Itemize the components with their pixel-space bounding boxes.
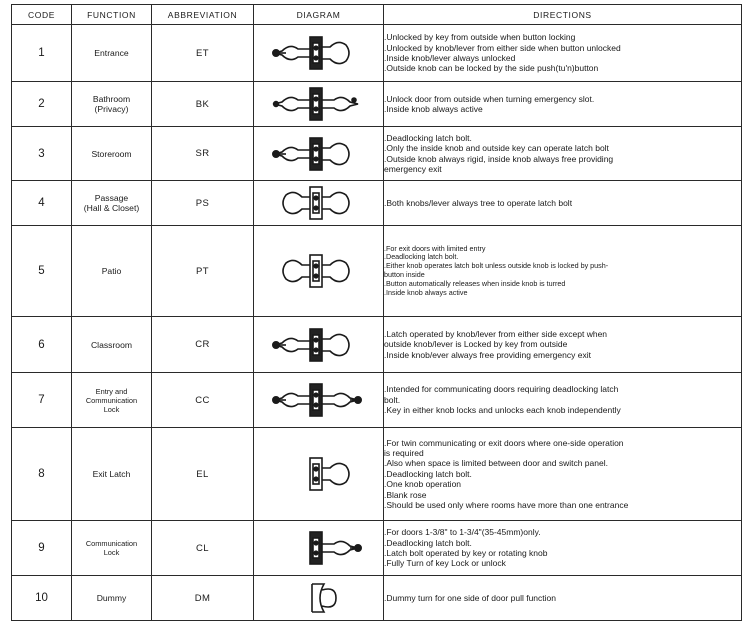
table-row [12, 317, 742, 373]
direction-line: bolt. [384, 394, 401, 405]
direction-line: .Key in either knob locks and unlocks each knob independently [384, 405, 621, 416]
direction-line: .Blank rose [384, 489, 427, 500]
table-row [12, 373, 742, 428]
direction-line: .Should be used only where rooms have more than one entrance [384, 500, 629, 511]
diagram-cell [254, 127, 384, 181]
function-line: Dummy [96, 593, 127, 603]
function-cell [72, 127, 152, 181]
passage-lock-diagram [264, 181, 374, 225]
header-abbreviation: ABBREVIATION [152, 5, 254, 25]
directions-cell [384, 181, 742, 226]
exit-latch-diagram [264, 452, 374, 496]
abbreviation-cell: CL [152, 521, 254, 576]
communication-lock-diagram [264, 378, 374, 422]
diagram-cell [254, 521, 384, 576]
function-cell [72, 428, 152, 521]
diagram-cell [254, 576, 384, 621]
direction-line: .Also when space is limited between door and switch panel. [384, 458, 608, 469]
direction-line: .Unlocked by knob/lever from either side when button unlocked [384, 42, 621, 53]
function-line: Entry and [95, 386, 128, 396]
abbreviation-cell: PT [152, 226, 254, 317]
direction-line: is required [384, 447, 424, 458]
function-cell [72, 82, 152, 127]
single-cylinder-lock-diagram [264, 526, 374, 570]
direction-line: .One knob operation [384, 479, 462, 490]
function-line: Classroom [90, 339, 133, 350]
function-line: Exit Latch [92, 469, 131, 479]
abbreviation-cell: EL [152, 428, 254, 521]
table-row [12, 127, 742, 181]
header-function: FUNCTION [72, 5, 152, 25]
direction-line: .For doors 1-3/8" to 1-3/4"(35-45mm)only. [384, 527, 541, 538]
table-row [12, 576, 742, 621]
function-line: Bathroom [92, 94, 131, 104]
header-row [12, 5, 742, 25]
table-row [12, 428, 742, 521]
directions-cell [384, 521, 742, 576]
diagram-cell [254, 373, 384, 428]
direction-line: .Inside knob always active [384, 287, 468, 297]
abbreviation-cell: CR [152, 317, 254, 373]
direction-line: .Deadlocking latch bolt. [384, 537, 472, 548]
directions-cell [384, 82, 742, 127]
function-cell [72, 373, 152, 428]
direction-line: .Outside knob can be locked by the side push(tu'n)button [384, 63, 599, 74]
abbreviation-cell: PS [152, 181, 254, 226]
function-cell [72, 521, 152, 576]
direction-line: .Deadlocking latch bolt. [384, 252, 459, 262]
diagram-cell [254, 226, 384, 317]
direction-line: .Deadlocking latch bolt. [384, 468, 472, 479]
code-cell: 6 [12, 317, 72, 373]
function-cell [72, 317, 152, 373]
abbreviation-cell: SR [152, 127, 254, 181]
direction-line: .For exit doors with limited entry [384, 243, 486, 253]
table-row [12, 181, 742, 226]
privacy-lock-diagram [264, 82, 374, 126]
function-cell [72, 181, 152, 226]
directions-cell [384, 373, 742, 428]
directions-cell [384, 25, 742, 82]
direction-line: .Unlocked by key from outside when button locking [384, 32, 576, 43]
code-cell: 2 [12, 82, 72, 127]
code-cell: 8 [12, 428, 72, 521]
direction-line: .Intended for communicating doors requiring deadlocking latch [384, 384, 619, 395]
diagram-cell [254, 25, 384, 82]
direction-line: button inside [384, 270, 425, 279]
table-row [12, 521, 742, 576]
direction-line: .Unlock door from outside when turning emergency slot. [384, 93, 595, 104]
directions-cell [384, 317, 742, 373]
directions-cell [384, 226, 742, 317]
function-line: Lock [103, 404, 120, 414]
header-code: CODE [12, 5, 72, 25]
table-row [12, 82, 742, 127]
function-line: Communication [85, 539, 138, 548]
direction-line: .Fully Turn of key Lock or unlock [384, 558, 506, 569]
classroom-lock-diagram [264, 323, 374, 367]
abbreviation-cell: CC [152, 373, 254, 428]
function-line: Patio [101, 266, 122, 276]
table-row [12, 25, 742, 82]
function-line: Storeroom [91, 148, 132, 159]
abbreviation-cell: ET [152, 25, 254, 82]
diagram-cell [254, 317, 384, 373]
table-row [12, 226, 742, 317]
abbreviation-cell: DM [152, 576, 254, 621]
diagram-cell [254, 428, 384, 521]
function-line: (Hall & Closet) [83, 203, 140, 213]
code-cell: 5 [12, 226, 72, 317]
code-cell: 10 [12, 576, 72, 621]
function-line: Lock [103, 548, 120, 557]
direction-line: .For twin communicating or exit doors where one-side operation [384, 437, 624, 448]
direction-line: .Button automatically releases when inside knob is turred [384, 278, 566, 288]
direction-line: emergency exit [384, 163, 442, 174]
header-diagram: DIAGRAM [254, 5, 384, 25]
function-line: Communication [85, 395, 138, 405]
directions-cell [384, 127, 742, 181]
direction-line: .Both knobs/lever always tree to operate latch bolt [384, 197, 573, 208]
directions-cell [384, 428, 742, 521]
code-cell: 1 [12, 25, 72, 82]
function-line: Passage [94, 193, 129, 203]
storeroom-lock-diagram [264, 132, 374, 176]
directions-cell [384, 576, 742, 621]
abbreviation-cell: BK [152, 82, 254, 127]
function-line: Entrance [94, 48, 129, 58]
direction-line: .Only the inside knob and outside key can operate latch bolt [384, 143, 609, 154]
function-line: (Privacy) [94, 104, 129, 114]
direction-line: .Inside knob/lever always unlocked [384, 53, 516, 63]
code-cell: 9 [12, 521, 72, 576]
direction-line: .Inside knob always active [384, 104, 483, 114]
dummy-knob-diagram [264, 576, 374, 620]
function-cell [72, 576, 152, 621]
patio-lock-diagram [264, 249, 374, 293]
direction-line: outside knob/lever is Locked by key from outside [384, 339, 568, 350]
function-cell [72, 226, 152, 317]
direction-line: .Dummy turn for one side of door pull function [384, 592, 556, 603]
code-cell: 4 [12, 181, 72, 226]
code-cell: 3 [12, 127, 72, 181]
direction-line: .Inside knob/ever always free providing emergency exit [384, 349, 591, 360]
direction-line: .Outside knob always rigid, inside knob always free providing [384, 153, 614, 164]
direction-line: .Latch bolt operated by key or rotating knob [384, 548, 548, 558]
diagram-cell [254, 181, 384, 226]
header-directions: DIRECTIONS [384, 5, 742, 25]
direction-line: .Either knob operates latch bolt unless outside knob is locked by push- [384, 261, 609, 271]
direction-line: .Deadlocking latch bolt. [384, 132, 472, 143]
code-cell: 7 [12, 373, 72, 428]
lock-function-table [11, 4, 742, 621]
diagram-cell [254, 82, 384, 127]
direction-line: .Latch operated by knob/lever from either side except when [384, 328, 608, 339]
entrance-lock-diagram [264, 31, 374, 75]
function-cell [72, 25, 152, 82]
